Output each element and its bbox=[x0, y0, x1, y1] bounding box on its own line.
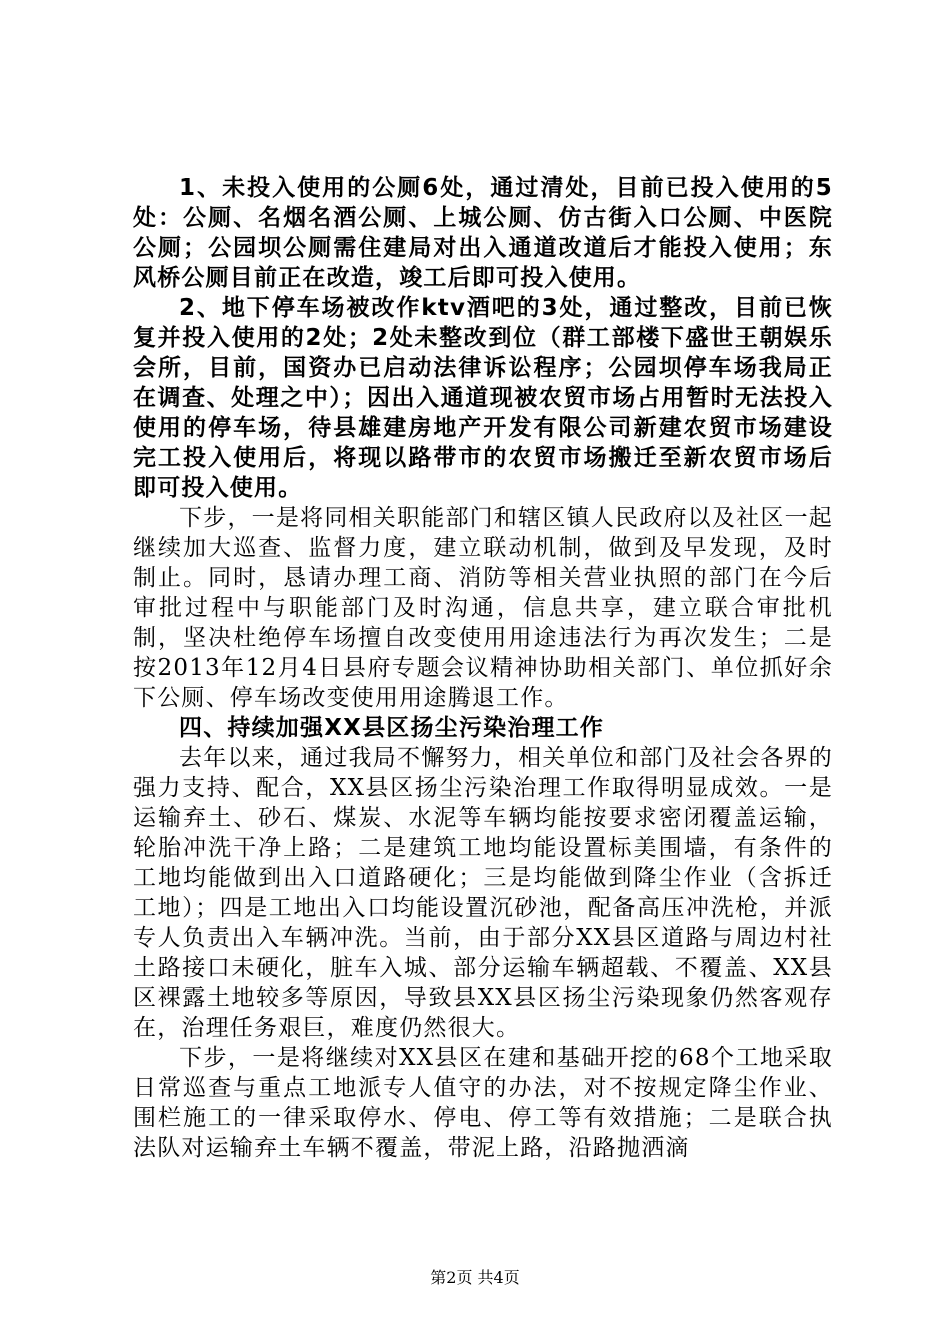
paragraph-next-steps-2: 下步，一是将继续对XX县区在建和基础开挖的68个工地采取日常巡查与重点工地派专人值守的办法，对不按规定降尘作业、围栏施工的一律采取停水、停电、停工等有效措施；二是联合执法队对运输弃土车辆不覆盖，带泥上路，沿路抛洒滴 bbox=[133, 1045, 833, 1161]
paragraph-parking-lots: 2、地下停车场被改作ktv酒吧的3处，通过整改，目前已恢复并投入使用的2处；2处未整改到位（群工部楼下盛世王朝娱乐会所，目前，国资办已启动法律诉讼程序；公园坝停车场我局正在调查、处理之中）；因出入通道现被农贸市场占用暂时无法投入使用的停车场，待县雄建房地产开发有限公司新建农贸市场建设完工投入使用后，将现以路带市的农贸市场搬迁至新农贸市场后即可投入使用。 bbox=[133, 295, 833, 501]
paragraph-public-toilets: 1、未投入使用的公厕6处，通过清处，目前已投入使用的5处：公厕、名烟名酒公厕、上城公厕、仿古街入口公厕、中医院公厕；公园坝公厕需住建局对出入通道改道后才能投入使用；东风桥公厕目前正在改造，竣工后即可投入使用。 bbox=[133, 175, 833, 291]
paragraph-dust-progress: 去年以来，通过我局不懈努力，相关单位和部门及社会各界的强力支持、配合，XX县区扬尘污染治理工作取得明显成效。一是运输弃土、砂石、煤炭、水泥等车辆均能按要求密闭覆盖运输，轮胎冲洗干净上路；二是建筑工地均能设置标美围墙，有条件的工地均能做到出入口道路硬化；三是均能做到降尘作业（含拆迁工地）；四是工地出入口均能设置沉砂池，配备高压冲洗枪，并派专人负责出入车辆冲洗。当前，由于部分XX县区道路与周边村社土路接口未硬化，脏车入城、部分运输车辆超载、不覆盖、XX县区裸露土地较多等原因，导致县XX县区扬尘污染现象仍然客观存在，治理任务艰巨，难度仍然很大。 bbox=[133, 745, 833, 1041]
section-heading-dust-control: 四、持续加强XX县区扬尘污染治理工作 bbox=[179, 715, 605, 741]
page-number-footer: 第2页 共4页 bbox=[430, 1268, 520, 1287]
document-body bbox=[133, 173, 833, 1163]
paragraph-next-steps-1: 下步，一是将同相关职能部门和辖区镇人民政府以及社区一起继续加大巡查、监督力度，建立联动机制，做到及早发现，及时制止。同时，恳请办理工商、消防等相关营业执照的部门在今后审批过程中与职能部门及时沟通，信息共享，建立联合审批机制，坚决杜绝停车场擅自改变使用用途违法行为再次发生；二是按2013年12月4日县府专题会议精神协助相关部门、单位抓好余下公厕、停车场改变使用用途腾退工作。 bbox=[133, 505, 833, 711]
